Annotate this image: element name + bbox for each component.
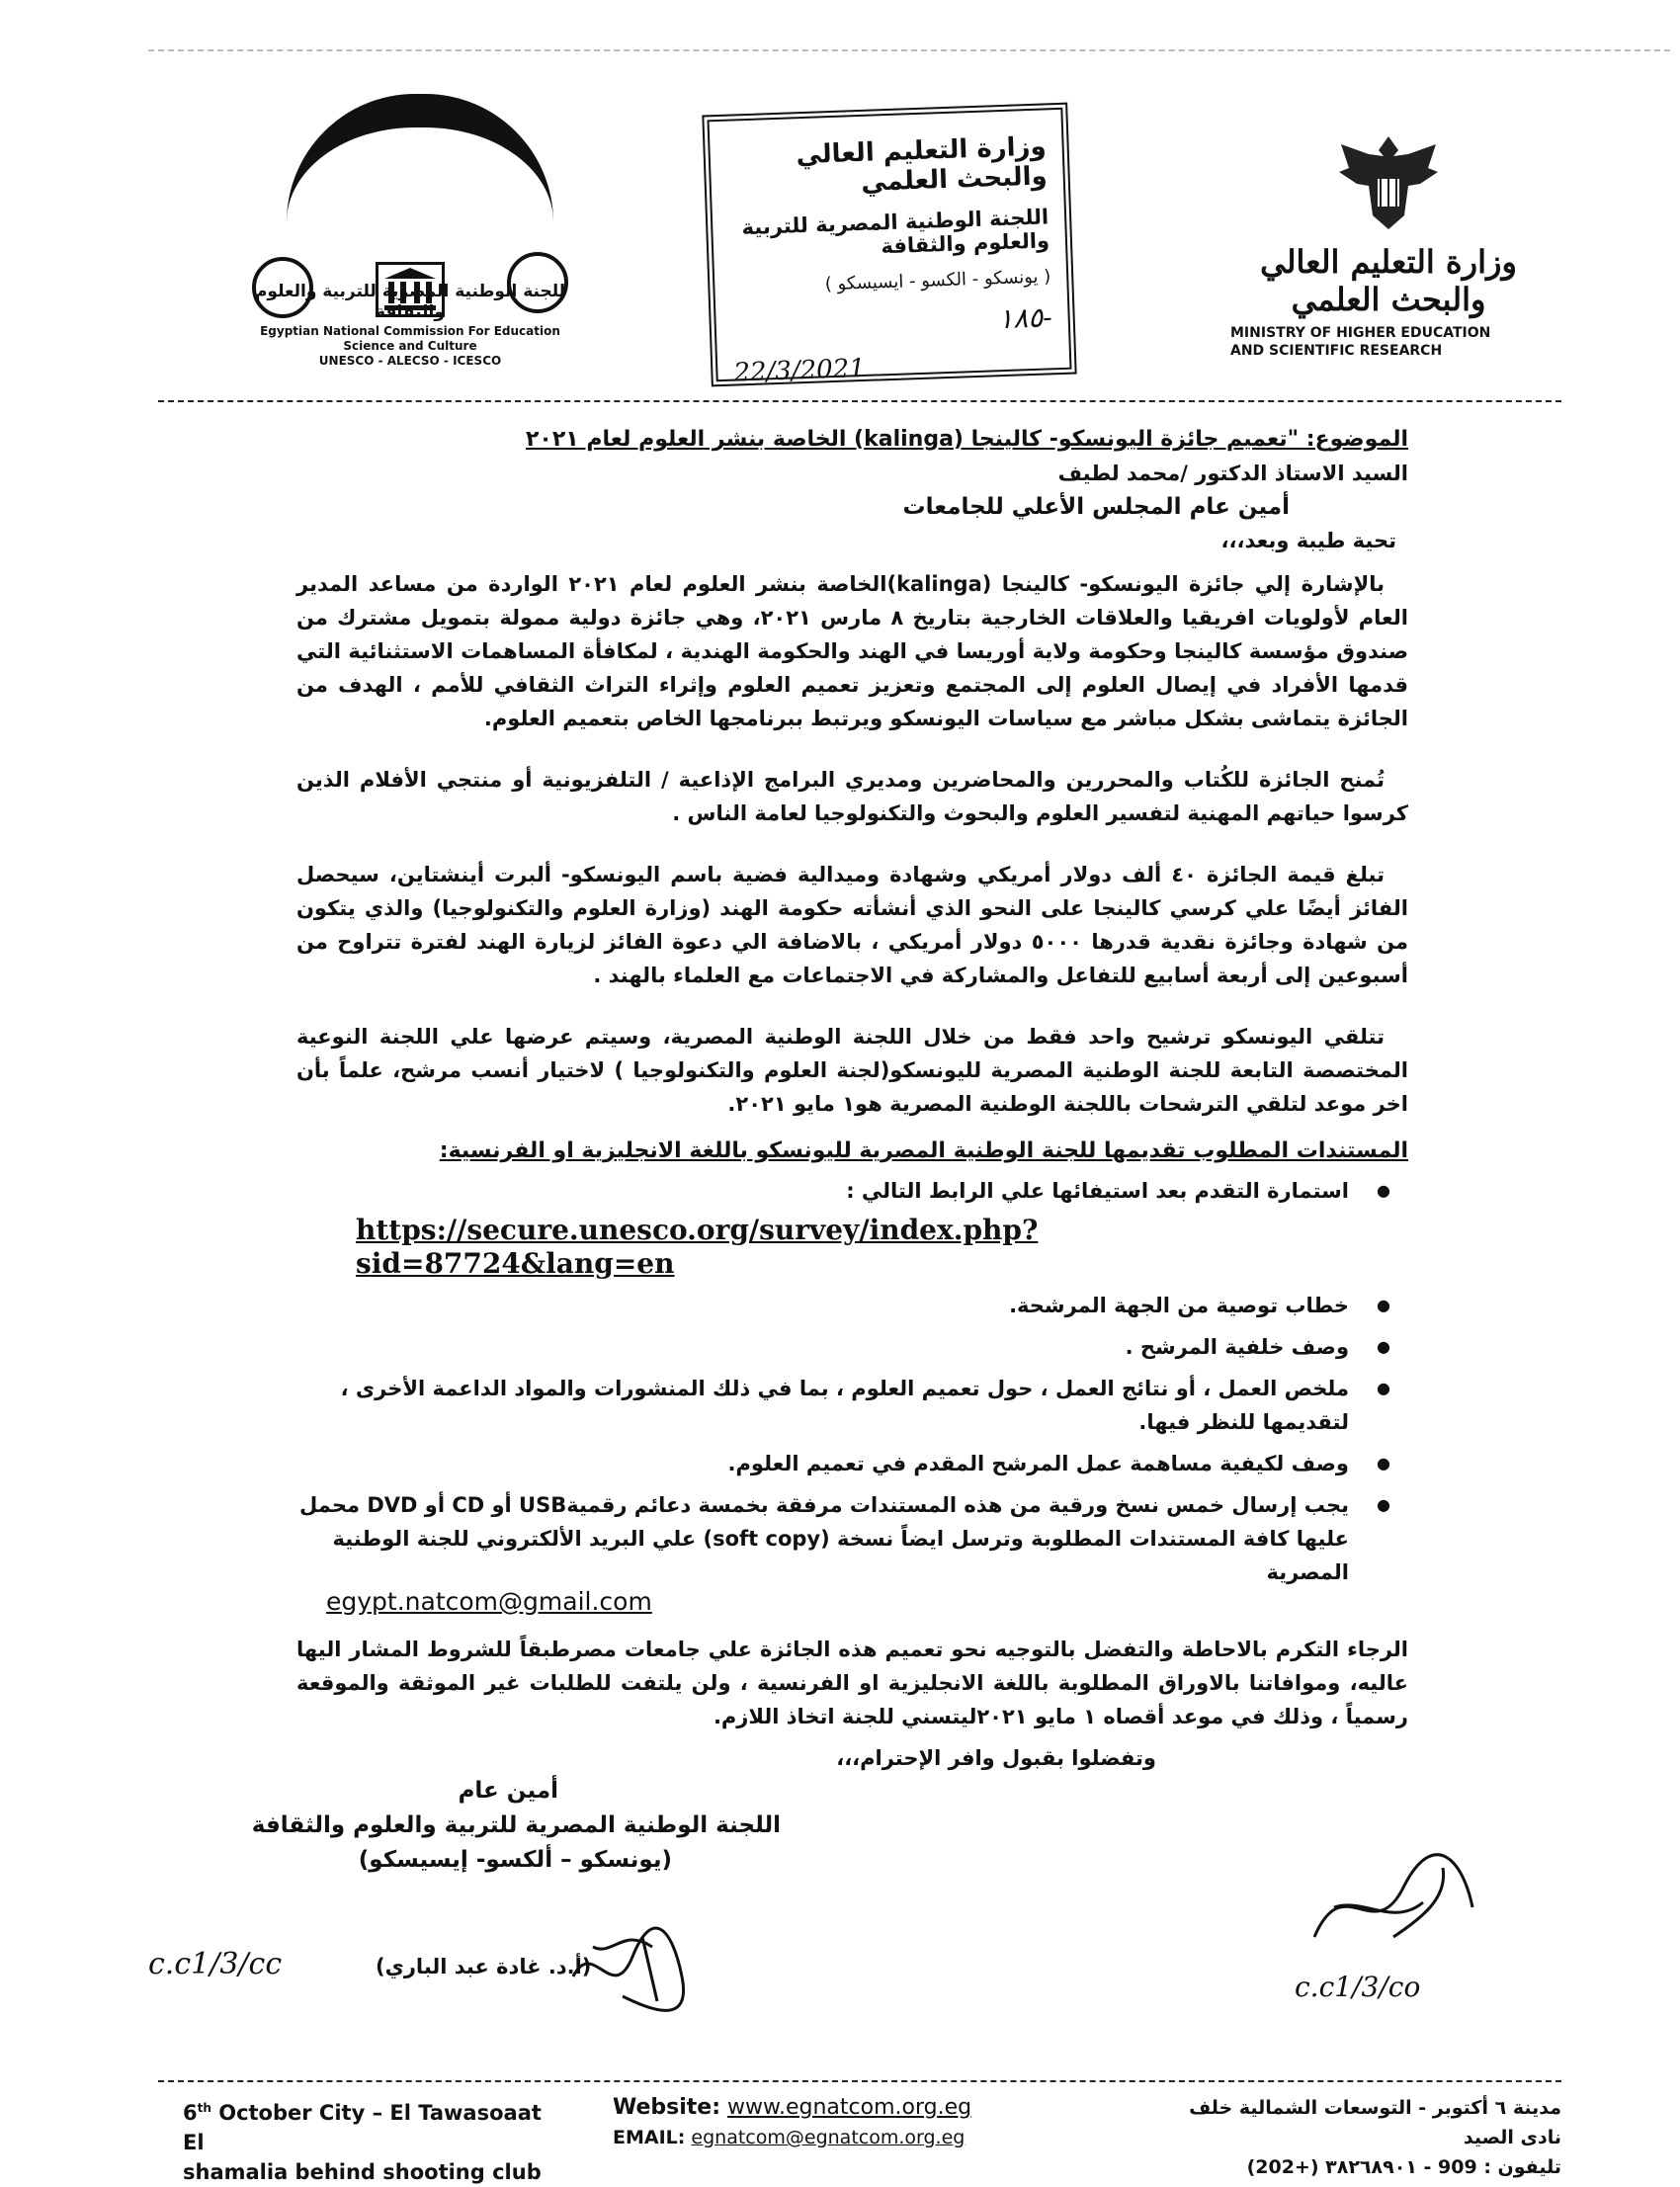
email-label: EMAIL:	[613, 2127, 686, 2148]
commission-logo	[222, 84, 598, 371]
commission-logo-text	[222, 282, 598, 369]
handwritten-date-right: c.c1/3/co	[1295, 1971, 1421, 2003]
requirement-recommendation-letter: ● خطاب توصية من الجهة المرشحة.	[296, 1289, 1349, 1322]
letter-addressee-title: أمين عام المجلس الأعلي للجامعات	[902, 494, 1290, 520]
requirement-text: يجب إرسال خمس نسخ ورقية من هذه المستندات مرفقة بخمسة دعائم رقميةUSB أو CD أو DVD محمل عليها كافة المستندات المطلوبة وترسل ايضاً نسخة (soft copy) علي البريد الألكتروني للجنة الوطنية المصرية	[299, 1493, 1349, 1584]
documents-heading: المستندات المطلوب تقديمها للجنة الوطنية المصرية لليونسكو باللغة الانجليزية او الفرنسية:	[439, 1138, 1408, 1163]
ministry-name-en-2: AND SCIENTIFIC RESEARCH	[1230, 343, 1443, 360]
commission-name-en-1: Egyptian National Commission For Education	[260, 323, 560, 338]
requirement-work-summary: ● ملخص العمل ، أو نتائج العمل ، حول تعميم العلوم ، بما في ذلك المنشورات والمواد الداعمة الأخرى ، لتقديمها للنظر فيها.	[296, 1372, 1349, 1439]
commission-name-en-2: Science and Culture	[343, 338, 477, 353]
ministry-name-en-1: MINISTRY OF HIGHER EDUCATION	[1230, 325, 1491, 341]
website-label: Website:	[613, 2095, 721, 2120]
footer-address-en	[183, 2093, 558, 2187]
letter-paragraph-2: تُمنح الجائزة للكُتاب والمحررين والمحاضرين ومديري البرامج الإذاعية / التلفزيونية أو منتجي الأفلام الذين كرسوا حياتهم المهنية لتفسير العلوم والبحوث والتكنولوجيا لعامة الناس .	[296, 768, 1408, 825]
signature-block	[247, 1774, 781, 1878]
letter-paragraph-3: تبلغ قيمة الجائزة ٤٠ ألف دولار أمريكي وشهادة وميدالية فضية باسم اليونسكو- ألبرت أينشتاين، سيحصل الفائز أيضًا علي كرسي كالينجا على النحو الذي أنشأته حكومة الهند (وزارة العلوم والتكنولوجيا) والذي يتكون من شهادة وجائزة نقدية قدرها ٥٠٠٠ دولار أمريكي ، بالاضافة الي دعوة الفائز لزيارة الهند لفترة تتراوح من أسبوعين إلى أربعة أسابيع للتفاعل والمشاركة في الاجتماعات مع العلماء بالهند .	[296, 863, 1408, 987]
requirement-text: استمارة التقدم بعد استيفائها علي الرابط التالي :	[846, 1179, 1349, 1203]
signature-scribble	[563, 1917, 712, 2016]
commission-orgs: UNESCO - ALECSO - ICESCO	[318, 353, 502, 368]
stamp-ministry: وزارة التعليم العالي والبحث العلمي	[796, 131, 1049, 198]
commission-email-link[interactable]: egypt.natcom@gmail.com	[326, 1587, 652, 1616]
letter-subject: الموضوع: "تعميم جائزة اليونسكو- كالينجا (kalinga) الخاصة بنشر العلوم لعام ٢٠٢١	[526, 427, 1408, 452]
stamp-date: 22/3/2021	[732, 353, 867, 388]
signature-org-1: اللجنة الوطنية المصرية للتربية والعلوم والثقافة	[251, 1812, 781, 1838]
footer-address-ar	[1156, 2093, 1561, 2182]
footer-address-ar-line: مدينة ٦ أكتوبر - التوسعات الشمالية خلف نادى الصيد	[1189, 2097, 1561, 2148]
requirement-copies	[296, 1488, 1349, 1619]
footer-contact	[613, 2093, 1048, 2152]
requirement-background: ● وصف خلفية المرشح .	[296, 1330, 1349, 1364]
application-form-link[interactable]: https://secure.unesco.org/survey/index.php?sid=87724&lang=en	[356, 1214, 1039, 1280]
stamp-commission: اللجنة الوطنية المصرية للتربية والعلوم والثقافة	[741, 205, 1050, 259]
closing-paragraph: الرجاء التكرم بالاحاطة والتفضل بالتوجيه نحو تعميم هذه الجائزة علي جامعات مصرطبقاً للشروط المشار اليها عاليه، وموافاتنا بالاوراق المطلوبة باللغة الانجليزية او الفرنسية ، ولن يلتفت للطلبات غير الموثقة والموقعة رسمياً ، وذلك في موعد أقصاه ١ مايو ٢٠٢١ليتسني للجنة اتخاذ اللازم.	[296, 1638, 1408, 1728]
header-divider	[158, 400, 1561, 402]
requirement-application-form	[296, 1174, 1349, 1281]
signature-org-2: (يونسكو – ألكسو- إيسيسكو)	[358, 1847, 672, 1873]
signer-row	[148, 1917, 702, 2026]
incoming-stamp	[702, 103, 1076, 387]
eagle-emblem-icon	[1329, 128, 1448, 237]
letter-paragraph-1: بالإشارة إلي جائزة اليونسكو- كالينجا (kalinga)الخاصة بنشر العلوم لعام ٢٠٢١ الواردة من مساعد المدير العام لأولويات افريقيا والعلاقات الخارجية بتاريخ ٨ مارس ٢٠٢١، وهي جائزة دولية ممولة بتمويل مشترك من صندوق مؤسسة كالينجا وحكومة ولاية أوريسا في الهند والحكومة الهندية ، لمكافأة المساهمات الاستثنائية التي قدمها الأفراد في إيصال العلوم إلى المجتمع وتعزيز تعميم العلوم وإثراء التراث الثقافي للأمم ، الهدف من الجائزة يتماشى بشكل مباشر مع سياسات اليونسكو ويرتبط ببرنامجها الخاص بتعميم العلوم.	[296, 572, 1408, 730]
stamp-number: -١٨٥	[997, 300, 1053, 336]
stamp-orgs: ( يونسكو - الكسو - ايسيسكو )	[824, 266, 1051, 295]
closing-regards: وتفضلوا بقبول وافر الإحترام،،،	[836, 1746, 1156, 1770]
footer-phone-ar: تليفون : 909 - ٣٨٢٦٨٩٠١ (+202)	[1246, 2156, 1561, 2178]
letter-body	[296, 423, 1408, 1775]
footer-address-line1: October City – El Tawasoaat El	[183, 2101, 542, 2154]
footer-address-sup: th	[197, 2101, 211, 2115]
footer-email-link[interactable]: egnatcom@egnatcom.org.eg	[691, 2127, 966, 2148]
website-link[interactable]: www.egnatcom.org.eg	[727, 2095, 972, 2120]
signature-scribble-right	[1275, 1848, 1502, 1967]
letter-paragraph-4: تتلقي اليونسكو ترشيح واحد فقط من خلال اللجنة الوطنية المصرية، وسيتم عرضها علي اللجنة النوعية المختصصة التابعة للجنة الوطنية المصرية لليونسكو(لجنة العلوم والتكنولوجيا ) لاختيار أنسب مرشح، علماً بأن اخر موعد لتلقي الترشحات باللجنة الوطنية المصرية هو١ مايو ٢٠٢١.	[296, 1025, 1408, 1116]
commission-name-ar: للجنة الوطنية المصرية للتربية والعلوم والثقافة	[254, 282, 566, 323]
letter-addressee: السيد الاستاذ الدكتور /محمد لطيف	[1057, 462, 1408, 485]
footer-divider	[158, 2080, 1561, 2082]
scan-edge	[148, 49, 1670, 52]
signer-name: (أ.د. غادة عبد الباري)	[376, 1955, 592, 1978]
right-signature	[1275, 1848, 1502, 2006]
signature-title: أمين عام	[458, 1778, 558, 1804]
letter-greeting: تحية طيبة وبعد،،،	[1220, 529, 1396, 552]
requirement-contribution: ● وصف لكيفية مساهمة عمل المرشح المقدم في تعميم العلوم.	[296, 1447, 1349, 1480]
ministry-header	[1220, 128, 1556, 360]
requirements-list	[296, 1174, 1408, 1619]
ministry-name-ar: وزارة التعليم العالي والبحث العلمي	[1260, 243, 1517, 318]
handwritten-date-left: c.c1/3/cc	[148, 1947, 283, 1981]
footer-address-prefix: 6	[183, 2101, 198, 2125]
footer-address-line2: shamalia behind shooting club	[183, 2160, 542, 2184]
